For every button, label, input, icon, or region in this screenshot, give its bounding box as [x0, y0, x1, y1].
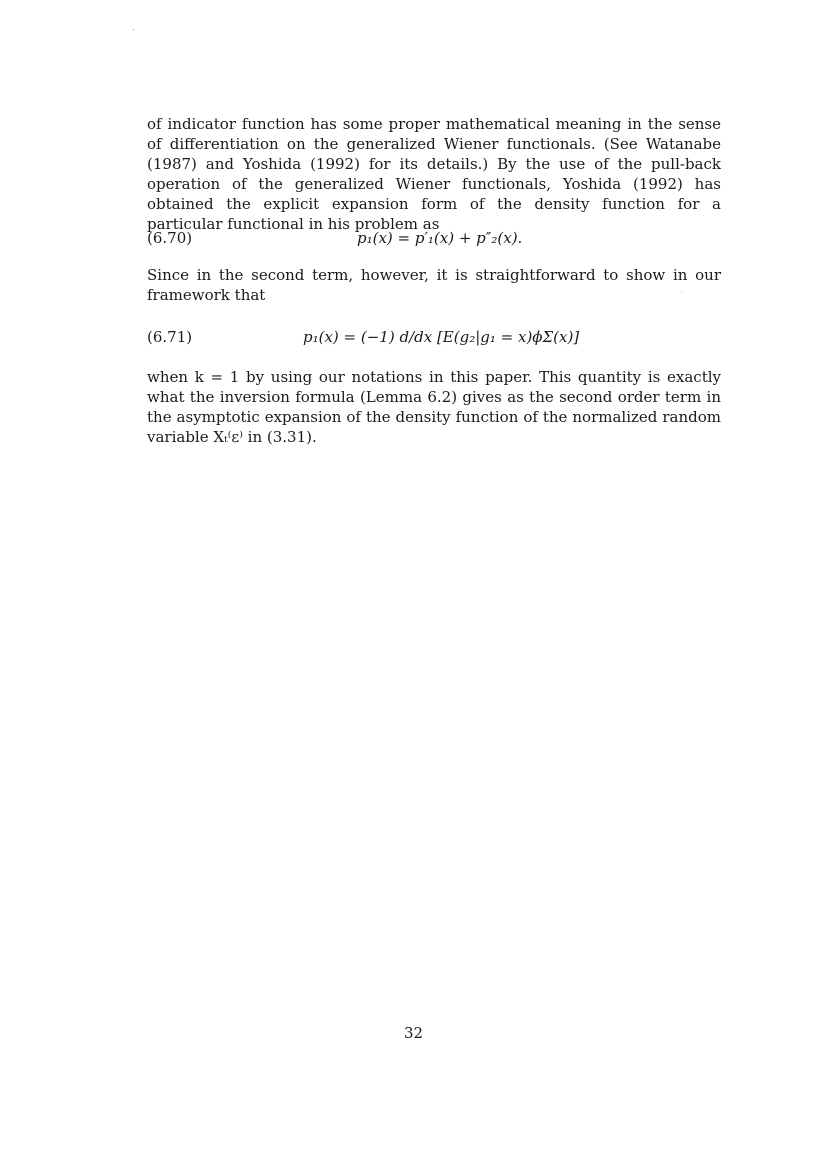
paragraph-3: when k = 1 by using our notations in this paper. This quantity is exactly what the inversion formula (Lemma 6.2) gives as the second order term in the asymptotic expansion of the density function of the normalized random variable Xₜ⁽ε⁾ in (3.31). — [147, 368, 721, 446]
equation-formula: p₁(x) = (−1) d/dx [E(g₂|g₁ = x)ϕΣ(x)] — [303, 328, 580, 346]
scan-mark — [133, 29, 134, 30]
equation-number: (6.70) — [147, 229, 193, 247]
paragraph-1: of indicator function has some proper mathematical meaning in the sense of differentiation on the generalized Wiener functionals. (See Watanabe (1987) and Yoshida (1992) for its details.) By the use of the pull-back operation of the generalized Wiener functionals, Yoshida (1992) has obtained the explicit expansion form of the density function for a particular functional in his problem as — [147, 115, 721, 233]
page-number: 32 — [403, 1024, 424, 1042]
equation-number: (6.71) — [147, 328, 193, 346]
equation-formula: p₁(x) = p′₁(x) + p″₂(x). — [357, 229, 523, 247]
equation-6-70 — [147, 229, 721, 259]
equation-6-71 — [147, 320, 721, 364]
paragraph-2: Since in the second term, however, it is straightforward to show in our framework that — [147, 266, 721, 304]
